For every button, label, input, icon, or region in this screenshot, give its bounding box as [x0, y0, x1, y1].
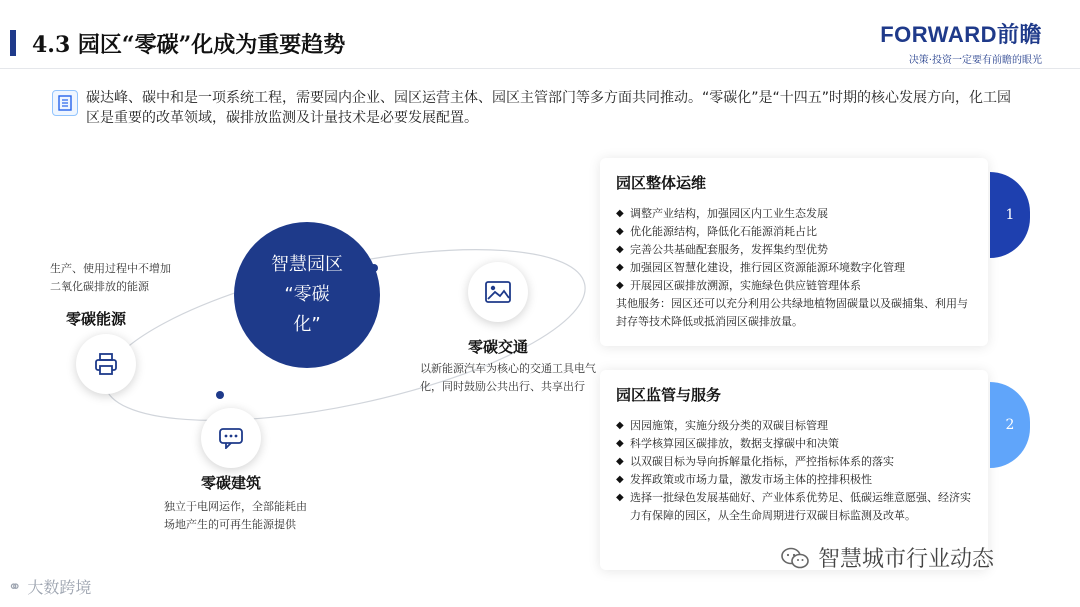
card-number-tab-2: 2	[990, 382, 1030, 468]
chat-bubble-icon	[218, 427, 244, 449]
list-item: ◆ 以双碳目标为导向拆解量化指标，严控指标体系的落实	[616, 453, 972, 471]
card-item-list	[616, 417, 972, 525]
list-item: ◆ 开展园区碳排放溯源，实施绿色供应链管理体系	[616, 277, 972, 295]
watermark-logo-icon: ⚭	[8, 577, 22, 596]
watermark-left	[8, 575, 91, 598]
transport-label: 零碳交通	[468, 338, 529, 356]
watermark-left-text: 大数跨境	[27, 578, 92, 597]
list-item: ◆ 完善公共基础配套服务，发挥集约型优势	[616, 241, 972, 259]
wechat-icon	[780, 546, 810, 570]
card-title: 园区整体运维	[616, 174, 707, 192]
logo-tagline: 决策·投资一定要有前瞻的眼光	[908, 55, 1042, 66]
watermark-right	[780, 542, 994, 573]
list-item: ◆ 选择一批绿色发展基础好、产业体系优势足、低碳运维意愿强、经济实力有保障的园区，从全生命周期进行双碳目标监测及改革。	[616, 489, 972, 525]
list-item: ◆ 因园施策，实施分级分类的双碳目标管理	[616, 417, 972, 435]
card-supervision-services	[600, 370, 988, 570]
card-number-tab-1: 1	[990, 172, 1030, 258]
page-title: 4.3 园区“零碳”化成为重要趋势	[32, 32, 346, 58]
intro-paragraph: 碳达峰、碳中和是一项系统工程，需要园内企业、园区运营主体、园区主管部门等多方面共同推动。“零碳化”是“十四五”时期的核心发展方向，化工园区是重要的改革领域，碳排放监测及计量技术是必要发展配置。	[86, 90, 1012, 126]
list-item: ◆ 发挥政策或市场力量，激发市场主体的控排积极性	[616, 471, 972, 489]
center-line-1: 智慧园区	[271, 254, 343, 275]
center-line-2: “零碳	[284, 284, 330, 305]
center-line-3: 化”	[293, 314, 321, 335]
list-item: ◆ 调整产业结构，加强园区内工业生态发展	[616, 205, 972, 223]
transport-node	[468, 262, 528, 322]
list-item: ◆ 科学核算园区碳排放，数据支撑碳中和决策	[616, 435, 972, 453]
list-item: ◆ 优化能源结构，降低化石能源消耗占比	[616, 223, 972, 241]
printer-icon	[93, 351, 119, 377]
card-extra-note: 其他服务：园区还可以充分利用公共绿地植物固碳量以及碳捕集、利用与封存等技术降低或抵消园区碳排放量。	[616, 297, 968, 328]
energy-label: 零碳能源	[66, 310, 127, 328]
building-label: 零碳建筑	[201, 474, 262, 492]
energy-node	[76, 334, 136, 394]
card-title: 园区监管与服务	[616, 386, 722, 404]
watermark-right-text: 智慧城市行业动态	[818, 547, 995, 572]
card-overall-operations	[600, 158, 988, 346]
center-circle	[234, 222, 380, 368]
card-item-list	[616, 205, 972, 295]
building-node	[201, 408, 261, 468]
energy-description: 生产、使用过程中不增加二氧化碳排放的能源	[50, 262, 171, 293]
logo-main-text: FORWARD前瞻	[880, 22, 1042, 47]
image-icon	[484, 280, 512, 304]
building-description: 独立于电网运作，全部能耗由场地产生的可再生能源提供	[164, 500, 307, 531]
list-item: ◆ 加强园区智慧化建设，推行园区资源能源环境数字化管理	[616, 259, 972, 277]
transport-description: 以新能源汽车为核心的交通工具电气化，同时鼓励公共出行、共享出行	[420, 362, 596, 393]
